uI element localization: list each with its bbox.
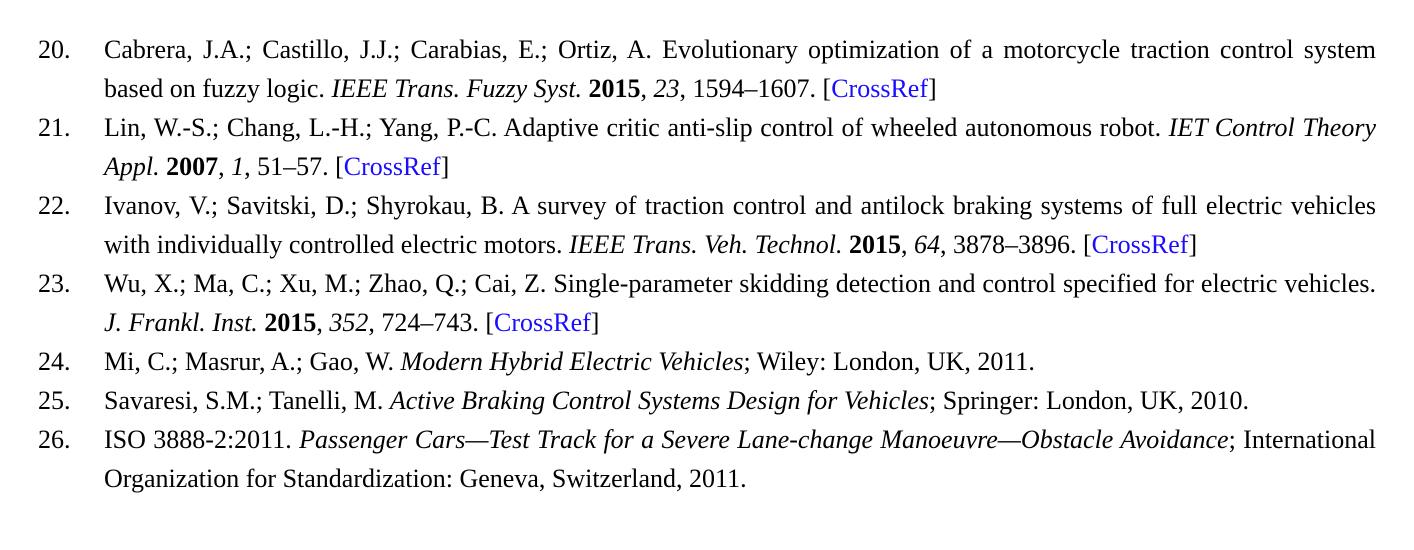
reference-text: Lin, W.-S.; Chang, L.-H.; Yang, P.-C. Adaptive critic anti-slip control of wheeled autonomous robot. xyxy=(104,113,1162,142)
reference-authors: ISO 3888-2:2011. xyxy=(104,425,292,454)
publication-year: 2015 xyxy=(588,74,641,103)
reference-number: 25. xyxy=(38,386,71,415)
book-title: Active Braking Control Systems Design for Vehicles xyxy=(389,386,930,415)
reference-item: 23. Wu, X.; Ma, C.; Xu, M.; Zhao, Q.; Cai, Z. Single-parameter skidding detection and control specified for electric vehicles. J. Frankl. Inst. 2015, 352, 724–743. [CrossRef] xyxy=(0,264,1414,342)
reference-item xyxy=(0,381,1414,420)
volume: 64 xyxy=(914,230,940,259)
pages: 724–743. xyxy=(381,308,479,337)
publisher-info: ; Wiley: London, UK, 2011. xyxy=(743,347,1035,376)
pages: 1594–1607. xyxy=(692,74,817,103)
reference-number: 21. xyxy=(38,113,71,142)
volume: 1 xyxy=(231,152,245,181)
reference-number: 22. xyxy=(38,191,71,220)
reference-number: 20. xyxy=(38,35,71,64)
reference-item: 20. Cabrera, J.A.; Castillo, J.J.; Carabias, E.; Ortiz, A. Evolutionary optimization of a motorcycle traction control system based on fuzzy logic. IEEE Trans. Fuzzy Syst. 2015, 23, 1594–1607. [CrossRef] xyxy=(0,30,1414,108)
reference-number: 26. xyxy=(38,425,71,454)
publication-year: 2007 xyxy=(166,152,219,181)
publisher-info: ; International Organization for Standardization: Geneva, Switzerland, 2011. xyxy=(104,425,1377,493)
journal-name: IEEE Trans. Veh. Technol. xyxy=(569,230,843,259)
journal-name: IET Control Theory Appl. xyxy=(104,113,1376,181)
reference-number: 24. xyxy=(38,347,71,376)
crossref-link[interactable]: CrossRef xyxy=(831,74,928,103)
reference-text: Wu, X.; Ma, C.; Xu, M.; Zhao, Q.; Cai, Z. Single-parameter skidding detection and control specified for electric vehicles. xyxy=(104,269,1376,298)
reference-item xyxy=(0,420,1414,498)
reference-list xyxy=(0,30,1414,498)
standard-title: Passenger Cars—Test Track for a Severe Lane-change Manoeuvre—Obstacle Avoidance xyxy=(299,425,1229,454)
crossref-link[interactable]: CrossRef xyxy=(343,152,441,181)
reference-text: Cabrera, J.A.; Castillo, J.J.; Carabias, E.; Ortiz, A. Evolutionary optimization of a motorcycle traction control system based on fuzzy logic. xyxy=(104,35,1376,103)
reference-authors: Mi, C.; Masrur, A.; Gao, W. xyxy=(104,347,395,376)
publisher-info: ; Springer: London, UK, 2010. xyxy=(929,386,1249,415)
reference-number: 23. xyxy=(38,269,71,298)
publication-year: 2015 xyxy=(264,308,317,337)
book-title: Modern Hybrid Electric Vehicles xyxy=(400,347,744,376)
crossref-link[interactable]: CrossRef xyxy=(493,308,591,337)
reference-text: Ivanov, V.; Savitski, D.; Shyrokau, B. A survey of traction control and antilock braking systems of full electric vehicles with individually controlled electric motors. xyxy=(104,191,1376,259)
volume: 23 xyxy=(653,74,680,103)
journal-name: J. Frankl. Inst. xyxy=(104,308,258,337)
publication-year: 2015 xyxy=(849,230,901,259)
journal-name: IEEE Trans. Fuzzy Syst. xyxy=(331,74,583,103)
volume: 352 xyxy=(329,308,369,337)
reference-authors: Savaresi, S.M.; Tanelli, M. xyxy=(104,386,384,415)
reference-item: 22. Ivanov, V.; Savitski, D.; Shyrokau, B. A survey of traction control and antilock braking systems of full electric vehicles with individually controlled electric motors. IEEE Trans. Veh. Technol. 2015, 64, 3878–3896. [CrossRef] xyxy=(0,186,1414,264)
reference-item xyxy=(0,342,1414,381)
crossref-link[interactable]: CrossRef xyxy=(1091,230,1189,259)
pages: 3878–3896. xyxy=(953,230,1077,259)
reference-item: 21. Lin, W.-S.; Chang, L.-H.; Yang, P.-C. Adaptive critic anti-slip control of wheeled autonomous robot. IET Control Theory Appl. 2007, 1, 51–57. [CrossRef] xyxy=(0,108,1414,186)
pages: 51–57. xyxy=(257,152,329,181)
